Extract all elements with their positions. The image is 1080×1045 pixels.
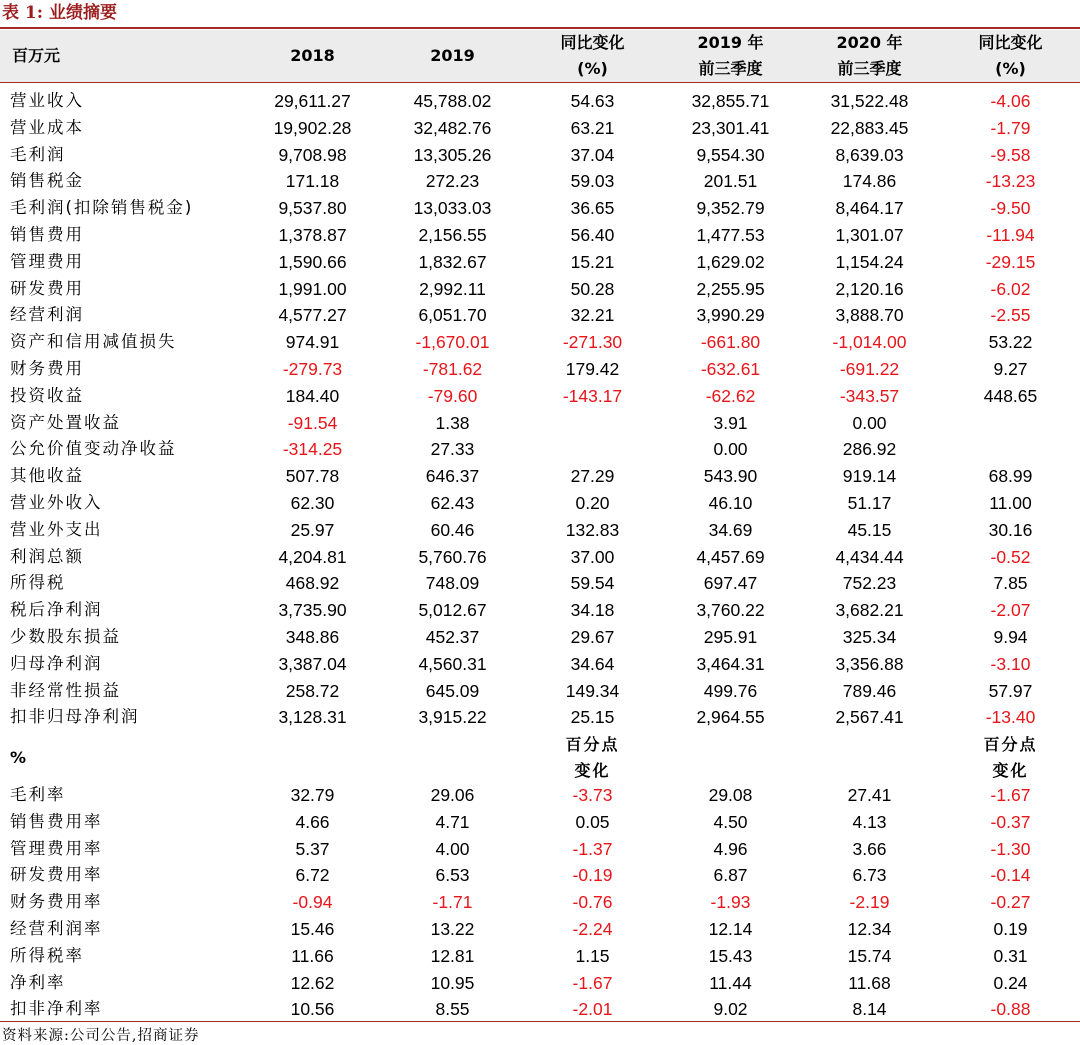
row-label: 财务费用 [10, 359, 84, 378]
row-value: 4,204.81 [278, 546, 347, 567]
row-value: 3,915.22 [418, 707, 487, 728]
row-value: 9.94 [993, 627, 1028, 647]
row-value: 258.72 [285, 680, 340, 701]
table-row [0, 943, 1080, 970]
header-col-text: 同比变化 [560, 33, 625, 52]
table-row [0, 329, 1080, 356]
row-value: -1.67 [990, 785, 1031, 805]
row-value: 3,760.22 [696, 600, 765, 621]
header-col-yoy [530, 30, 655, 82]
header-col-2019-q1q3 [668, 30, 793, 82]
row-value: 9,352.79 [696, 198, 765, 219]
row-value: 32,482.76 [413, 117, 492, 138]
row-value: -0.76 [572, 892, 613, 913]
header-col-subtext: (%) [577, 59, 608, 78]
percent-col3-line1: 百分点 [565, 735, 620, 754]
row-label: 利润总额 [10, 546, 84, 566]
row-value: 1,301.07 [835, 225, 904, 245]
row-value: 11.68 [848, 972, 891, 993]
table-row [0, 168, 1080, 195]
row-label: 归母净利润 [10, 653, 103, 673]
row-value: 63.21 [570, 117, 615, 138]
row-label: 非经常性损益 [10, 680, 121, 700]
row-label: 营业外支出 [10, 519, 103, 539]
row-value: 1,154.24 [835, 251, 904, 272]
row-value: 452.37 [425, 627, 480, 647]
row-value: 60.46 [430, 519, 475, 540]
row-value: 29.08 [708, 785, 753, 805]
row-label: 所得税 [10, 573, 66, 593]
row-value: 1,590.66 [278, 251, 347, 272]
row-value: 68.99 [988, 466, 1033, 487]
row-value: 4.50 [713, 811, 748, 832]
row-value: 974.91 [285, 332, 340, 353]
row-value: 9,537.80 [278, 198, 347, 219]
row-value: 12.34 [847, 919, 892, 939]
row-value: -271.30 [562, 332, 623, 353]
table-row [0, 88, 1080, 115]
table-row [0, 916, 1080, 943]
row-label: 税后净利润 [10, 600, 103, 620]
row-value: 37.00 [570, 546, 615, 567]
row-value [948, 436, 1073, 463]
row-value: -1.79 [990, 117, 1031, 138]
row-value: 325.34 [842, 627, 897, 647]
row-value: -1,670.01 [415, 332, 490, 353]
row-label: 销售税金 [10, 171, 84, 191]
table-row [0, 195, 1080, 222]
row-label: 管理费用率 [10, 838, 103, 858]
row-value: 3,464.31 [696, 653, 765, 674]
row-value: 3,387.04 [278, 653, 347, 674]
row-label: 毛利润 [10, 144, 66, 164]
row-label: 资产处置收益 [10, 412, 121, 432]
top-rule [0, 27, 1080, 29]
row-value: 59.03 [570, 171, 615, 192]
table-row [0, 996, 1080, 1023]
row-value: 15.43 [708, 945, 753, 966]
row-label: 扣非归母净利润 [10, 707, 140, 727]
row-value: 62.43 [430, 493, 475, 513]
row-value: 752.23 [842, 573, 897, 594]
row-value: 12.81 [430, 945, 475, 966]
row-value: -2.19 [849, 892, 890, 913]
row-label: 其他收益 [10, 466, 84, 486]
row-value: 645.09 [425, 680, 480, 701]
row-label: 销售费用 [10, 225, 84, 244]
row-value: -1,014.00 [832, 332, 907, 353]
row-value: 15.46 [290, 919, 335, 939]
row-value: -661.80 [700, 332, 761, 353]
row-value: 2,255.95 [696, 278, 765, 299]
row-value: 448.65 [983, 385, 1038, 406]
row-label: 销售费用率 [10, 811, 103, 831]
row-value: 5,760.76 [418, 546, 487, 567]
row-value: 4.13 [852, 811, 887, 832]
row-value: 34.69 [708, 519, 753, 540]
row-value [530, 410, 655, 437]
percent-col6-line1: 百分点 [983, 735, 1038, 754]
row-value: 4,457.69 [696, 546, 765, 567]
row-value: -0.27 [990, 892, 1031, 913]
row-value: 3,990.29 [696, 305, 765, 326]
row-value: -6.02 [990, 278, 1031, 299]
row-value: 468.92 [285, 573, 340, 594]
row-value: 0.00 [713, 439, 748, 460]
table-row [0, 410, 1080, 437]
row-value: 32.79 [290, 785, 335, 805]
row-value: 30.16 [988, 519, 1033, 540]
row-value: 348.86 [285, 627, 340, 647]
row-value: 2,567.41 [835, 707, 904, 728]
table-row [0, 517, 1080, 544]
row-value: -3.10 [990, 653, 1031, 674]
table-row [0, 249, 1080, 276]
row-value: 51.17 [847, 493, 892, 513]
row-value: 23,301.41 [691, 117, 770, 138]
table-row [0, 356, 1080, 383]
header-col-2020-q1q3 [807, 30, 932, 82]
row-value: 9.02 [713, 999, 748, 1020]
row-value: 5.37 [295, 838, 330, 859]
row-value: 8,464.17 [835, 198, 904, 219]
row-label: 投资收益 [10, 385, 84, 405]
row-value: 15.21 [570, 251, 615, 272]
row-value: 10.56 [290, 999, 335, 1020]
row-value: -1.71 [432, 892, 473, 913]
header-col-subtext: (%) [995, 59, 1026, 78]
header-rule [0, 82, 1080, 83]
row-value: -4.06 [990, 91, 1031, 111]
row-value: -2.01 [572, 999, 613, 1020]
row-value: -0.94 [292, 892, 333, 913]
row-label: 营业外收入 [10, 493, 103, 512]
row-value: 6.72 [295, 865, 330, 886]
table-row [0, 383, 1080, 410]
row-label: 财务费用率 [10, 892, 103, 912]
row-value: 6.53 [435, 865, 470, 886]
row-value: 4.66 [295, 811, 330, 832]
row-value: 0.24 [993, 972, 1028, 993]
row-value: 8.55 [435, 999, 470, 1020]
row-value: 32.21 [570, 305, 615, 326]
row-value: 1.15 [575, 945, 610, 966]
row-value: 13.22 [430, 919, 475, 939]
row-value: -691.22 [839, 359, 900, 379]
table-row [0, 222, 1080, 249]
row-value: -632.61 [700, 359, 761, 379]
table-row [0, 463, 1080, 490]
row-value: 46.10 [708, 493, 753, 513]
row-value: 11.66 [291, 945, 334, 966]
table-row [0, 889, 1080, 916]
row-value: 507.78 [285, 466, 340, 487]
row-label: 经营利润 [10, 305, 84, 325]
table-row [0, 544, 1080, 571]
table-row [0, 570, 1080, 597]
row-value: -314.25 [282, 439, 343, 460]
table-row [0, 490, 1080, 517]
row-value: 8.14 [852, 999, 887, 1020]
row-value: 9.27 [993, 359, 1028, 379]
row-value [530, 436, 655, 463]
row-value: 29,611.27 [274, 91, 351, 111]
row-label: 研发费用 [10, 278, 84, 298]
row-value: 2,156.55 [418, 225, 487, 245]
row-value: 1,832.67 [418, 251, 487, 272]
header-col-subtext: 前三季度 [837, 59, 902, 78]
row-value: 56.40 [570, 225, 615, 245]
row-label: 毛利率 [10, 785, 66, 804]
row-value: 9,708.98 [278, 144, 347, 165]
row-value: 543.90 [703, 466, 758, 487]
row-value: -0.19 [572, 865, 613, 886]
row-value: 59.54 [570, 573, 615, 594]
row-value: -0.37 [990, 811, 1031, 832]
row-value: 4,434.44 [835, 546, 904, 567]
row-value: 50.28 [570, 278, 615, 299]
row-value: 0.19 [993, 919, 1028, 939]
row-value: 1.38 [435, 412, 470, 433]
row-value: 7.85 [993, 573, 1028, 594]
table-header [0, 30, 1080, 82]
row-value: 201.51 [703, 171, 758, 192]
row-value: 789.46 [842, 680, 897, 701]
header-col-text: 2019 年 [697, 33, 764, 52]
row-value: 54.63 [570, 91, 615, 111]
row-value: 45,788.02 [413, 91, 492, 111]
row-value: 697.47 [703, 573, 758, 594]
header-col-2018 [250, 30, 375, 82]
row-value: -279.73 [282, 359, 343, 379]
header-col-subtext: 前三季度 [698, 59, 763, 78]
row-value: 286.92 [842, 439, 897, 460]
row-value: 1,477.53 [696, 225, 765, 245]
row-value: 4.96 [713, 838, 748, 859]
table-row [0, 678, 1080, 705]
row-value: 13,305.26 [413, 144, 492, 165]
row-label: 公允价值变动净收益 [10, 439, 177, 459]
row-label: 管理费用 [10, 251, 84, 271]
table-row [0, 782, 1080, 809]
row-value: 57.97 [988, 680, 1033, 701]
row-value: 0.05 [575, 811, 610, 832]
row-label: 净利率 [10, 972, 66, 992]
row-value: -2.07 [990, 600, 1031, 621]
row-value: -13.40 [985, 707, 1036, 728]
row-label: 经营利润率 [10, 919, 103, 938]
row-label: 扣非净利率 [10, 999, 103, 1019]
row-value: 31,522.48 [830, 91, 909, 111]
table-row [0, 970, 1080, 997]
row-value: -781.62 [422, 359, 483, 379]
row-value: 12.14 [708, 919, 753, 939]
row-value: -2.24 [572, 919, 613, 939]
row-value: 53.22 [988, 332, 1033, 353]
percent-col6-line2: 变化 [992, 761, 1029, 780]
table-row [0, 436, 1080, 463]
row-value: 1,629.02 [696, 251, 765, 272]
row-value: -29.15 [985, 251, 1036, 272]
row-value: 0.31 [993, 945, 1028, 966]
bottom-rule [0, 1021, 1080, 1022]
row-value: 132.83 [565, 519, 620, 540]
row-value: -1.37 [572, 838, 613, 859]
row-value: 3,682.21 [835, 600, 904, 621]
row-value: -0.88 [990, 999, 1031, 1020]
row-value: 25.97 [290, 519, 335, 540]
row-value: 4,577.27 [278, 305, 347, 326]
row-label: 营业成本 [10, 117, 84, 137]
row-value: 25.15 [570, 707, 615, 728]
row-value: -2.55 [990, 305, 1031, 326]
row-value: 2,992.11 [419, 278, 486, 299]
row-value: -62.62 [705, 385, 756, 406]
header-col-yoy-q [948, 30, 1073, 82]
row-value: -91.54 [287, 412, 338, 433]
row-value: -0.14 [990, 865, 1031, 886]
header-col-text: 2020 年 [836, 33, 903, 52]
row-value: 22,883.45 [830, 117, 909, 138]
row-value: 29.06 [430, 785, 475, 805]
row-value: -143.17 [562, 385, 623, 406]
row-value: 0.20 [575, 493, 610, 513]
row-value: 2,120.16 [835, 278, 904, 299]
row-value: 272.23 [425, 171, 480, 192]
row-value: 29.67 [570, 627, 615, 647]
table-row [0, 624, 1080, 651]
row-value: 179.42 [565, 359, 620, 379]
row-value: -9.50 [990, 198, 1031, 219]
header-unit-label [0, 30, 252, 82]
row-value: 748.09 [425, 573, 480, 594]
row-value: 15.74 [847, 945, 892, 966]
row-value: 1,991.00 [278, 278, 347, 299]
row-label: 资产和信用减值损失 [10, 332, 177, 352]
row-value: 11.00 [989, 493, 1032, 513]
header-col-2019 [390, 30, 515, 82]
header-col-text: 同比变化 [978, 33, 1043, 52]
row-value: 149.34 [565, 680, 620, 701]
percent-col3-line2: 变化 [574, 761, 611, 780]
row-value: -3.73 [572, 785, 613, 805]
row-value: 3.66 [852, 838, 887, 859]
header-unit-text: 百万元 [12, 46, 61, 65]
row-value: -9.58 [990, 144, 1031, 165]
row-value: 62.30 [290, 493, 335, 513]
row-value: 3.91 [713, 412, 748, 433]
row-value: 4.00 [435, 838, 470, 859]
row-value: 34.18 [570, 600, 615, 621]
row-value: 13,033.03 [413, 198, 492, 219]
row-value: 499.76 [703, 680, 758, 701]
row-value: -11.94 [986, 225, 1035, 245]
row-value: -79.60 [427, 385, 478, 406]
row-value: 19,902.28 [273, 117, 352, 138]
row-value: 2,964.55 [696, 707, 765, 728]
row-value: 45.15 [847, 519, 892, 540]
percent-section-label: % [10, 748, 29, 767]
row-value: 6,051.70 [418, 305, 487, 326]
row-value: -1.93 [710, 892, 751, 913]
source-note: 资料来源:公司公告,招商证券 [2, 1028, 200, 1044]
row-value: -1.30 [990, 838, 1031, 859]
table-title: 表 1: 业绩摘要 [2, 3, 117, 23]
row-value: 27.41 [847, 785, 892, 805]
row-value: 5,012.67 [418, 600, 487, 621]
row-value: 646.37 [425, 466, 480, 487]
row-value: 919.14 [842, 466, 897, 487]
row-label: 少数股东损益 [10, 627, 121, 646]
row-value: 174.86 [842, 171, 897, 192]
row-value: 295.91 [703, 627, 758, 647]
row-value: 6.73 [852, 865, 887, 886]
header-col-text: 2019 [430, 46, 475, 65]
row-value: 27.29 [570, 466, 615, 487]
row-value [948, 410, 1073, 437]
table-row [0, 142, 1080, 169]
row-label: 营业收入 [10, 91, 84, 110]
row-value: 37.04 [570, 144, 615, 165]
row-value: 0.00 [852, 412, 887, 433]
row-value: 1,378.87 [278, 225, 347, 245]
table-row [0, 836, 1080, 863]
row-value: 8,639.03 [835, 144, 904, 165]
row-label: 研发费用率 [10, 865, 103, 885]
row-label: 所得税率 [10, 945, 84, 965]
header-col-text: 2018 [290, 46, 335, 65]
table-row [0, 862, 1080, 889]
table-row [0, 597, 1080, 624]
row-value: 4,560.31 [418, 653, 487, 674]
row-value: 184.40 [285, 385, 340, 406]
table-row [0, 809, 1080, 836]
row-value: 3,128.31 [278, 707, 347, 728]
row-value: 9,554.30 [696, 144, 765, 165]
row-value: 12.62 [290, 972, 335, 993]
row-value: -13.23 [985, 171, 1036, 192]
row-value: -1.67 [572, 972, 613, 993]
row-value: 6.87 [713, 865, 748, 886]
row-value: 4.71 [435, 811, 470, 832]
row-value: 11.44 [709, 972, 752, 993]
row-value: 32,855.71 [691, 91, 770, 111]
row-value: -0.52 [990, 546, 1031, 567]
row-value: 34.64 [570, 653, 615, 674]
row-value: 3,735.90 [278, 600, 347, 621]
row-value: 171.18 [285, 171, 340, 192]
table-row [0, 302, 1080, 329]
table-row [0, 276, 1080, 303]
row-label: 毛利润(扣除销售税金) [10, 198, 194, 218]
row-value: 36.65 [570, 198, 615, 219]
row-value: -343.57 [839, 385, 900, 406]
table-row [0, 115, 1080, 142]
table-row [0, 704, 1080, 731]
row-value: 27.33 [430, 439, 475, 460]
row-value: 10.95 [430, 972, 475, 993]
table-row [0, 651, 1080, 678]
row-value: 3,888.70 [835, 305, 904, 326]
row-value: 3,356.88 [835, 653, 904, 674]
